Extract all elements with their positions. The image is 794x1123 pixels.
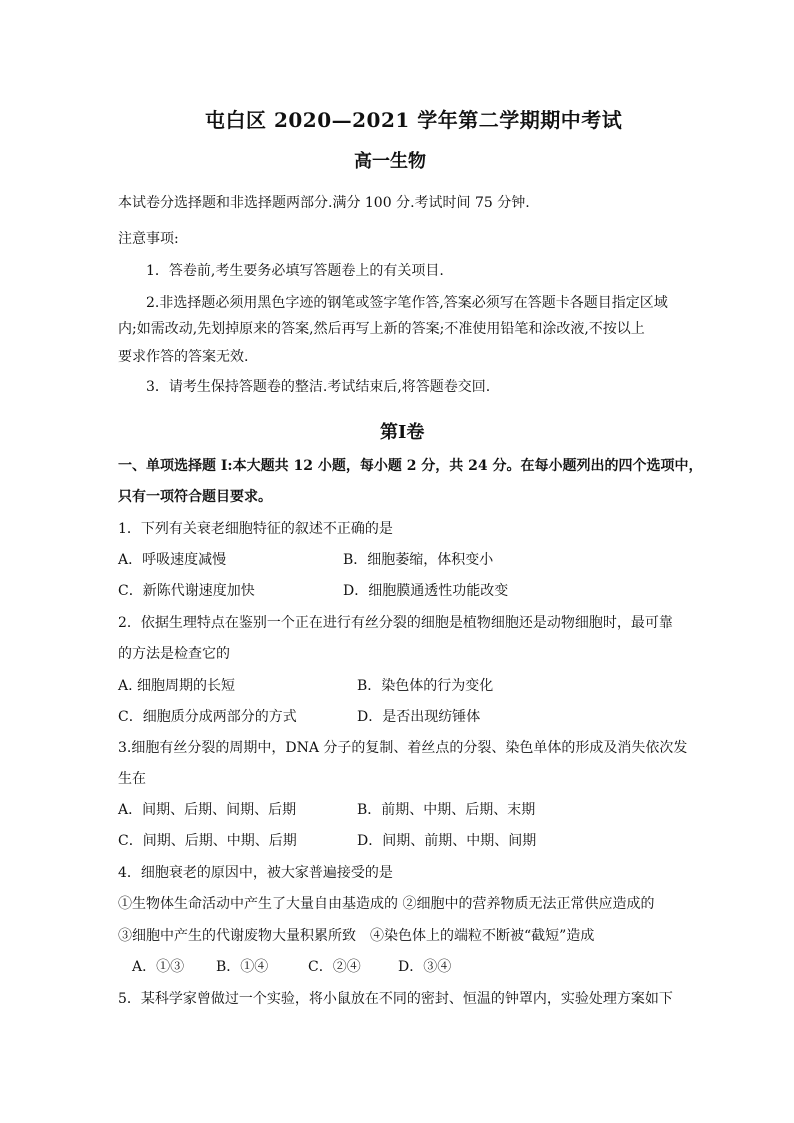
q1-option-c: C．新陈代谢速度加快 bbox=[118, 583, 255, 599]
q2-option-d: D．是否出现纺锤体 bbox=[357, 709, 481, 725]
q4-option-b: B．①④ bbox=[216, 959, 269, 975]
note-item-2-end: 要求作答的答案无效. bbox=[118, 349, 249, 365]
section-heading: 一、单项选择题 I:本大题共 12 小题，每小题 2 分，共 24 分。在每小题列出的四个选项中， bbox=[118, 458, 703, 474]
q4-statements-1: ①生物体生命活动中产生了大量自由基造成的 ②细胞中的营养物质无法正常供应造成的 bbox=[118, 896, 655, 912]
section-title: 第Ⅰ卷 bbox=[380, 422, 425, 443]
note-item-2-cont: 内;如需改动,先划掉原来的答案,然后再写上新的答案;不准使用铅笔和涂改液,不按以上 bbox=[118, 321, 645, 337]
q3-option-c: C．间期、后期、中期、后期 bbox=[118, 833, 297, 849]
q4-option-c: C．②④ bbox=[308, 959, 361, 975]
q1-option-b: B．细胞萎缩，体积变小 bbox=[343, 552, 494, 568]
q4-statements-2: ③细胞中产生的代谢废物大量积累所致 ④染色体上的端粒不断被“截短”造成 bbox=[118, 928, 595, 944]
q5-stem: 5．某科学家曾做过一个实验，将小鼠放在不同的密封、恒温的钟罩内，实验处理方案如下 bbox=[118, 991, 673, 1007]
exam-subject: 高一生物 bbox=[354, 151, 426, 172]
q1-stem: 1．下列有关衰老细胞特征的叙述不正确的是 bbox=[118, 521, 393, 537]
q4-option-a: A．①③ bbox=[132, 959, 185, 975]
notes-heading: 注意事项: bbox=[118, 231, 179, 247]
note-item-2: 2.非选择题必须用黑色字迹的钢笔或签字笔作答,答案必须写在答题卡各题目指定区域 bbox=[146, 295, 668, 311]
q3-option-a: A．间期、后期、间期、后期 bbox=[118, 802, 297, 818]
q4-option-d: D．③④ bbox=[398, 959, 452, 975]
exam-intro: 本试卷分选择题和非选择题两部分.满分 100 分.考试时间 75 分钟. bbox=[118, 195, 530, 211]
q2-stem-cont: 的方法是检查它的 bbox=[118, 646, 230, 662]
q3-option-d: D．间期、前期、中期、间期 bbox=[357, 833, 537, 849]
note-item-1: 1．答卷前,考生要务必填写答题卷上的有关项目. bbox=[146, 263, 444, 279]
q2-option-b: B．染色体的行为变化 bbox=[357, 678, 494, 694]
q2-option-c: C．细胞质分成两部分的方式 bbox=[118, 709, 297, 725]
q4-stem: 4．细胞衰老的原因中，被大家普遍接受的是 bbox=[118, 865, 393, 881]
q1-option-d: D．细胞膜通透性功能改变 bbox=[343, 583, 509, 599]
q2-option-a: A. 细胞周期的长短 bbox=[118, 678, 236, 694]
q1-option-a: A．呼吸速度减慢 bbox=[118, 552, 227, 568]
q3-stem-cont: 生在 bbox=[118, 771, 146, 787]
note-item-3: 3．请考生保持答题卷的整洁.考试结束后,将答题卷交回. bbox=[146, 379, 491, 395]
section-heading-cont: 只有一项符合题目要求。 bbox=[118, 489, 272, 505]
exam-title: 屯白区 2020—2021 学年第二学期期中考试 bbox=[205, 108, 623, 132]
q3-stem: 3.细胞有丝分裂的周期中，DNA 分子的复制、着丝点的分裂、染色单体的形成及消失依次发 bbox=[118, 740, 688, 756]
q2-stem: 2．依据生理特点在鉴别一个正在进行有丝分裂的细胞是植物细胞还是动物细胞时，最可靠 bbox=[118, 615, 673, 631]
q3-option-b: B．前期、中期、后期、末期 bbox=[357, 802, 536, 818]
